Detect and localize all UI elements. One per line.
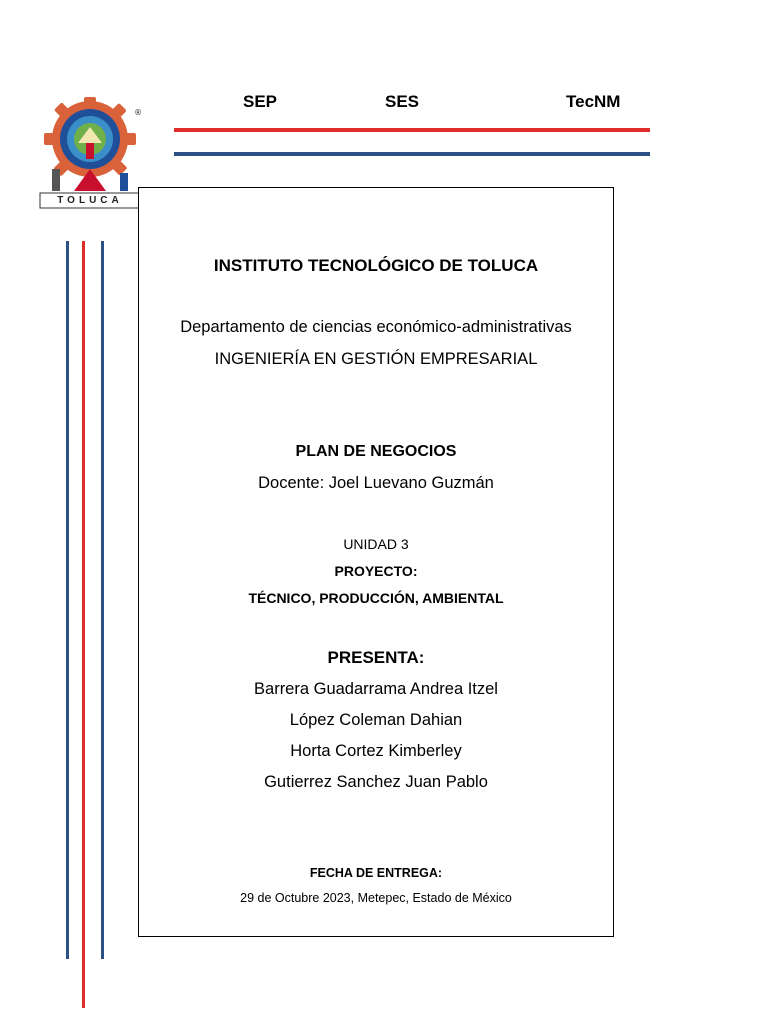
career-name: INGENIERÍA EN GESTIÓN EMPRESARIAL — [214, 350, 538, 368]
header-sep: SEP — [243, 92, 278, 111]
project-label: PROYECTO: — [334, 563, 418, 579]
header-red-line — [174, 128, 650, 132]
logo-toluca-label: TOLUCA — [57, 195, 123, 206]
cover-frame — [138, 187, 614, 937]
subject-title: PLAN DE NEGOCIOS — [295, 443, 457, 460]
registered-mark: ® — [134, 108, 142, 117]
delivery-label: FECHA DE ENTREGA: — [309, 866, 443, 880]
student-name: Horta Cortez Kimberley — [290, 742, 462, 760]
left-blue-stripe-2 — [101, 241, 104, 959]
institute-name: INSTITUTO TECNOLÓGICO DE TOLUCA — [213, 256, 539, 275]
student-name: Barrera Guadarrama Andrea Itzel — [254, 680, 498, 698]
header-ses: SES — [385, 92, 420, 111]
presents-heading: PRESENTA: — [327, 648, 425, 667]
teacher-name: Docente: Joel Luevano Guzmán — [258, 474, 494, 492]
toluca-logo — [38, 97, 144, 211]
student-name: Gutierrez Sanchez Juan Pablo — [264, 773, 488, 791]
left-red-stripe — [82, 241, 85, 1008]
delivery-value: 29 de Octubre 2023, Metepec, Estado de México — [240, 891, 512, 905]
project-title: TÉCNICO, PRODUCCIÓN, AMBIENTAL — [248, 590, 504, 606]
header-tecnm: TecNM — [566, 92, 621, 111]
left-blue-stripe-1 — [66, 241, 69, 959]
student-name: López Coleman Dahian — [289, 711, 463, 729]
department-name: Departamento de ciencias económico-administrativas — [180, 318, 572, 336]
unit-label: UNIDAD 3 — [343, 536, 409, 552]
header-blue-line — [174, 152, 650, 156]
